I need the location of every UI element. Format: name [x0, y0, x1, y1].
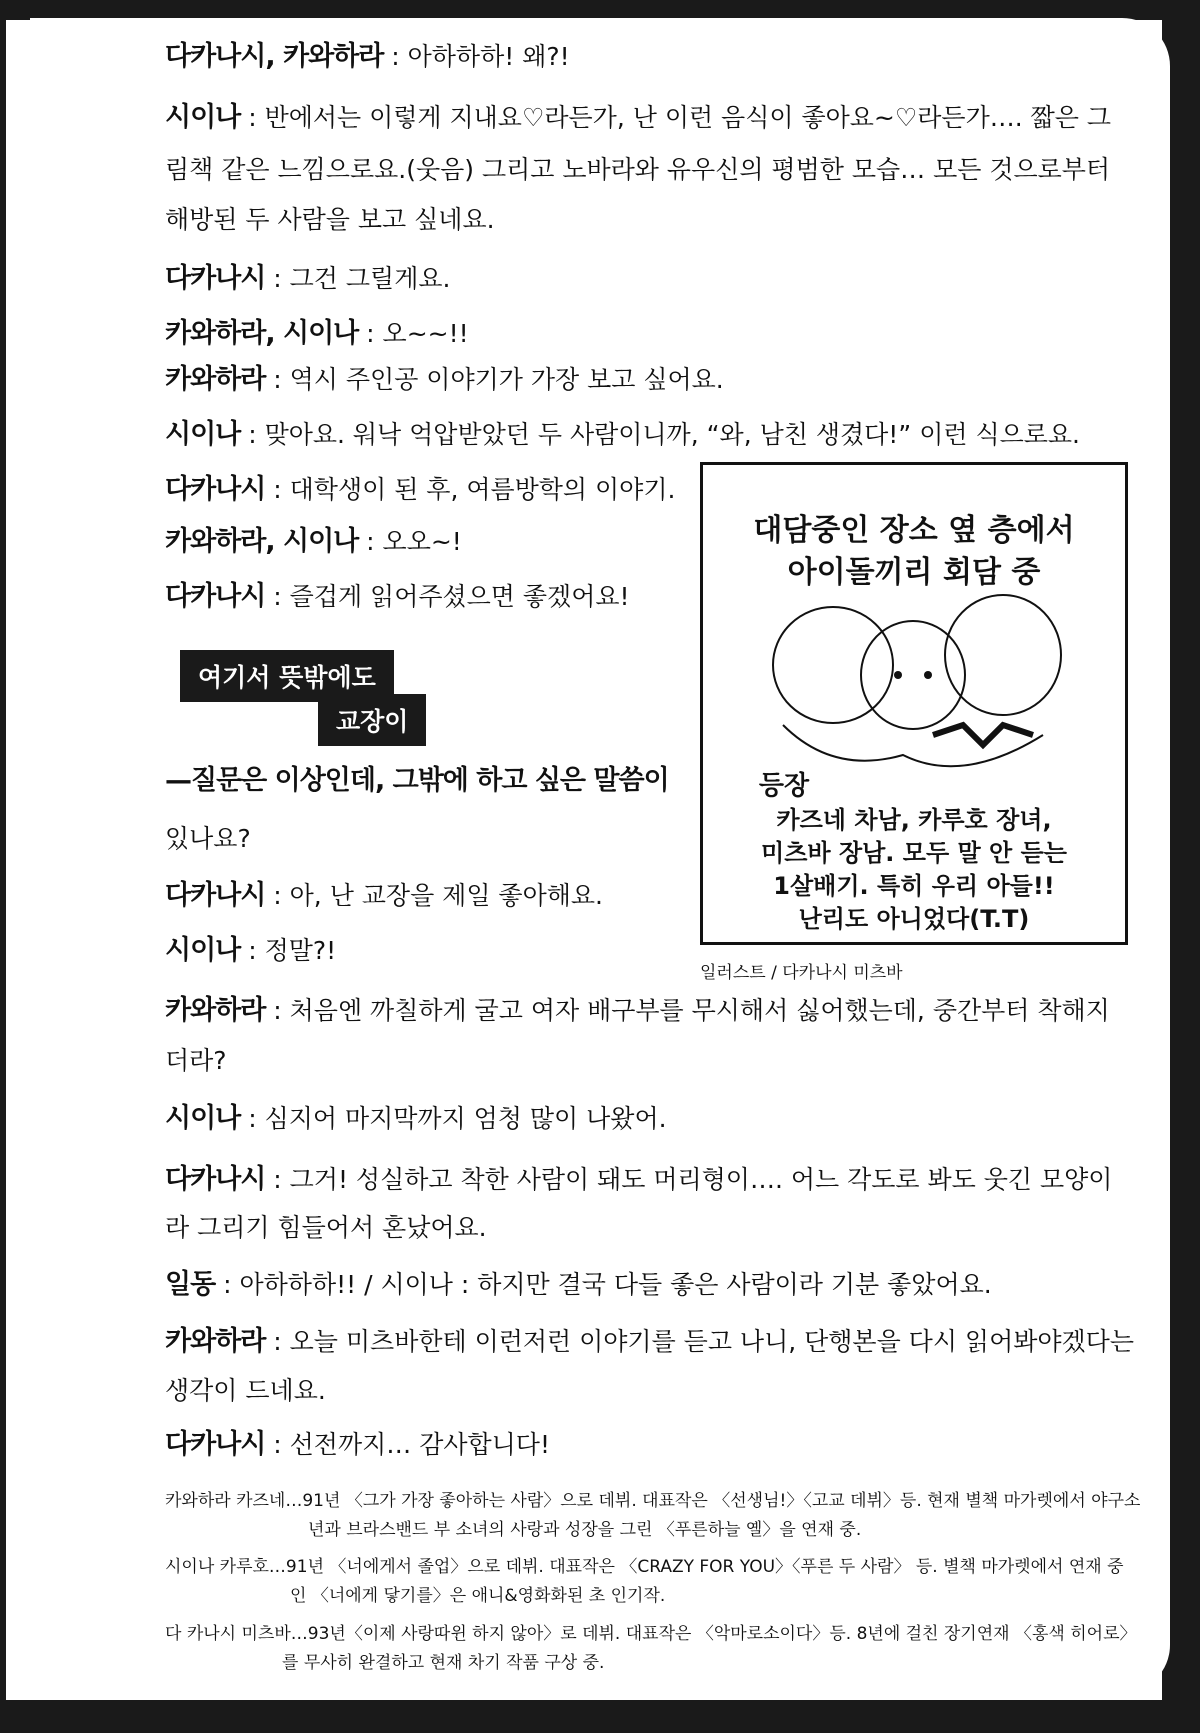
speaker: 카와하라, 시이나: [165, 526, 359, 557]
line-text: 더라?: [165, 1046, 227, 1075]
line-text: 생각이 드네요.: [165, 1376, 326, 1405]
line-text: : 선전까지… 감사합니다!: [265, 1430, 550, 1459]
dialogue-line: [165, 580, 630, 614]
children-drawing: [703, 585, 1125, 785]
dialogue-line: [165, 153, 1110, 187]
dialogue-line: [165, 1163, 1112, 1197]
top-border: [0, 0, 1200, 20]
line-text: 라 그리기 힘들어서 혼났어요.: [165, 1213, 487, 1242]
speaker: 다카나시, 카와하라: [165, 41, 384, 72]
line-text: : 오오~!: [358, 527, 462, 556]
section-tag: 여기서 뜻밖에도: [180, 650, 394, 702]
dialogue-line: [165, 262, 450, 296]
dialogue-line: [165, 934, 336, 968]
left-border: [0, 0, 6, 1733]
speaker: 시이나: [165, 1103, 241, 1134]
illustration-credit: 일러스트 / 다카나시 미츠바: [700, 963, 903, 983]
line-text: : 심지어 마지막까지 엄청 많이 나왔어.: [240, 1104, 667, 1133]
profile-note: 다 카나시 미츠바…93년〈이제 사랑따윈 하지 않아〉로 데뷔. 대표작은 〈악마로소이다〉등. 8년에 걸친 장기연재 〈홍색 히어로〉: [165, 1624, 1137, 1644]
speaker: 카와하라: [165, 1326, 266, 1357]
speaker: 다카나시: [165, 263, 266, 294]
profile-note: 시이나 카루호…91년 〈너에게서 졸업〉으로 데뷔. 대표작은 〈CRAZY FOR YOU〉〈푸른 두 사람〉 등. 별책 마가렛에서 연재 중: [165, 1557, 1124, 1577]
line-text: 있나요?: [165, 824, 251, 853]
speaker: 다카나시: [165, 880, 266, 911]
line-text: : 아하하하! 왜?!: [383, 42, 570, 71]
dialogue-line: [165, 473, 675, 507]
line-text: : 오~~!!: [358, 319, 469, 348]
speaker: 일동: [165, 1269, 216, 1300]
dialogue-line: [165, 317, 469, 351]
dialogue-line: [165, 1044, 227, 1078]
dialogue-line: [165, 994, 1110, 1028]
speaker: 시이나: [165, 419, 241, 450]
line-text: : 대학생이 된 후, 여름방학의 이야기.: [265, 475, 676, 504]
dialogue-line: [165, 879, 603, 913]
dialogue-line: [165, 1268, 992, 1302]
illustration-heading: 대담중인 장소 옆 층에서: [753, 513, 1075, 548]
question-line: [165, 822, 251, 856]
line-text: : 맞아요. 워낙 억압받았던 두 사람이니까, “와, 남친 생겼다!” 이런 식으로요.: [240, 420, 1081, 449]
bottom-border: [0, 1700, 1200, 1733]
dialogue-line: [165, 40, 570, 74]
line-text: : 오늘 미츠바한테 이런저런 이야기를 듣고 나니, 단행본을 다시 읽어봐야겠다는: [265, 1327, 1134, 1356]
dialogue-line: [165, 525, 462, 559]
dialogue-line: [165, 101, 1111, 135]
dialogue-line: [165, 418, 1080, 452]
speaker: 시이나: [165, 935, 241, 966]
speaker: 다카나시: [165, 581, 266, 612]
dialogue-line: [165, 1102, 667, 1136]
illustration-caption: 난리도 아니었다(T.T): [798, 905, 1030, 933]
illustration-caption: 카즈네 차남, 카루호 장녀,: [776, 806, 1052, 834]
section-tag-2: 교장이: [318, 694, 426, 746]
speaker: 다카나시: [165, 474, 266, 505]
line-text: : 그건 그릴게요.: [265, 264, 451, 293]
speaker: 다카나시: [165, 1164, 266, 1195]
dialogue-line: [165, 363, 724, 397]
dialogue-line: [165, 1428, 550, 1462]
line-text: 림책 같은 느낌으로요.(웃음) 그리고 노바라와 유우신의 평범한 모습… 모든 것으로부터: [165, 155, 1111, 184]
illustration-box: [700, 462, 1128, 945]
line-text: : 정말?!: [240, 936, 337, 965]
line-text: : 그거! 성실하고 착한 사람이 돼도 머리형이…. 어느 각도로 봐도 웃긴 모양이: [265, 1165, 1113, 1194]
speaker: 카와하라: [165, 364, 266, 395]
illustration-caption: 1살배기. 특히 우리 아들!!: [773, 872, 1055, 900]
dialogue-line: [165, 1325, 1134, 1359]
line-text: : 처음엔 까칠하게 굴고 여자 배구부를 무시해서 싫어했는데, 중간부터 착해지: [265, 996, 1110, 1025]
speaker: 시이나: [165, 102, 241, 133]
line-text: 해방된 두 사람을 보고 싶네요.: [165, 205, 495, 234]
profile-note: 카와하라 카즈네…91년 〈그가 가장 좋아하는 사람〉으로 데뷔. 대표작은 〈선생님!〉〈고교 데뷔〉등. 현재 별책 마가렛에서 야구소: [165, 1491, 1141, 1511]
speaker: 카와하라: [165, 995, 266, 1026]
speaker: 카와하라, 시이나: [165, 318, 359, 349]
line-text: : 역시 주인공 이야기가 가장 보고 싶어요.: [265, 365, 724, 394]
line-text: : 반에서는 이렇게 지내요♡라든가, 난 이런 음식이 좋아요~♡라든가…. 짧은 그: [240, 103, 1112, 132]
line-text: : 즐겁게 읽어주셨으면 좋겠어요!: [265, 582, 630, 611]
illustration-heading: 아이돌끼리 회담 중: [787, 555, 1041, 590]
illustration-caption: 미츠바 장남. 모두 말 안 듣는: [761, 839, 1067, 867]
line-text: : 아, 난 교장을 제일 좋아해요.: [265, 881, 603, 910]
profile-note: 를 무사히 완결하고 현재 차기 작품 구상 중.: [282, 1653, 605, 1673]
line-text: : 아하하하!! / 시이나 : 하지만 결국 다들 좋은 사람이라 기분 좋았어요.: [215, 1270, 992, 1299]
speaker: 다카나시: [165, 1429, 266, 1460]
line-text: —질문은 이상인데, 그밖에 하고 싶은 말씀이: [165, 765, 669, 796]
dialogue-line: [165, 1211, 487, 1245]
profile-note: 년과 브라스밴드 부 소녀의 사랑과 성장을 그린 〈푸른하늘 옐〉을 연재 중.: [308, 1520, 862, 1540]
profile-note: 인 〈너에게 닿기를〉은 애니&영화화된 초 인기작.: [290, 1586, 666, 1606]
dialogue-line: [165, 203, 495, 237]
illustration-badge: 등장: [758, 771, 810, 801]
dialogue-line: [165, 1374, 326, 1408]
